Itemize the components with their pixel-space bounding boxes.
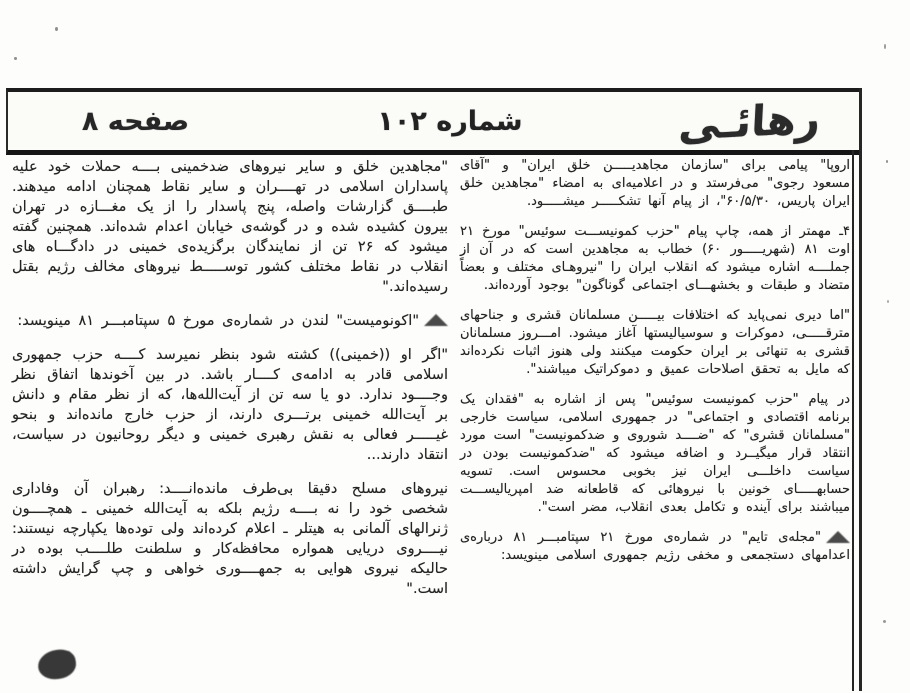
- scan-speck: [884, 44, 886, 49]
- scan-speck: [886, 160, 888, 163]
- publication-title: رهائـی: [677, 92, 822, 150]
- column-left: [12, 157, 448, 613]
- issue-number: شماره ۱۰۲: [377, 105, 523, 137]
- page-number: صفحه ۸: [81, 105, 190, 137]
- end-of-article-icon: [36, 647, 78, 681]
- paragraph-swiss-cp-item4: ۴ـ مهمتر از همه، چاپ پیام "حزب کمونیســـت سوئیس" مورخ ۲۱ اوت ۸۱ (شهریـــــور ۶۰) خطاب به مجاهدین است که در آن از جملــــه اشاره میشود که انقلاب ایران را "نیروهـای مختلف و بعضاً متضاد و طبقات و بخشهـــای اجتماعی گوناگون" بوجود آورده‌اند.: [460, 224, 850, 293]
- paragraph-europe-message: اروپا" پیامی برای "سازمان مجاهدیـــــن خلق ایران" و "آقای مسعود رجوی" می‌فرستد و در اعلامیه‌ای به امضاء "مجاهدین خلق ایران پاریس، ۶۰/۵/۳۰"، از پیام آنها تشکـــــر میشـــــود.: [460, 158, 850, 209]
- scan-speck: [883, 620, 886, 623]
- paragraph-economist-intro: [12, 311, 448, 331]
- paragraph-armed-forces: نیروهای مسلح دقیقا بی‌طرف مانده‌انــــد: رهبران آن وفاداری شخصی خود را نه بــــه رژیم بلکه به آیت‌الله خمینی ـ همچــــون ژنرالهای آلمانی به هیتلر ـ اعلام کرده‌اند ولی توده‌ها یکپارچه نیستند: نیــــروی دریایی همواره محافظه‌کار و سلطنت طلــــب بوده در حالیکه نیروی هوایی به جمهــــوری خواهی و چپ گرایش داشته است.": [12, 481, 448, 597]
- right-border-outer-rule: [859, 88, 862, 691]
- column-right: [460, 157, 850, 577]
- paragraph-swiss-cp-critique: در پیام "حزب کمونیست سوئیس" پس از اشاره به "فقدان یک برنامه اقتصادی و اجتماعی" در جمهوری اسلامی، سیاست خارجی "مسلمانان قشری" که "ضــــد شوروی و ضدکمونیست" است مورد انتقاد قرار میگیــرد و اضافه میشود که "ضدکمونیست بودن در سیاست داخلـــی ایران نیز بخوبی محسوس است. تسویه حسابهـــــای خونین با نیروهائی که قاطعانه ضد امپریالیســـت میباشند برای آینده و تکامل بعدی انقلاب، مضر است".: [460, 392, 850, 515]
- paragraph-text: "مجله‌ی تایم" در شماره‌ی مورخ ۲۱ سپتامبـــر ۸۱ درباره‌ی اعدامهای دستجمعی و مخفی رژیم جمهوری اسلامی مینویسد:: [460, 530, 850, 563]
- paragraph-time-magazine: [460, 529, 850, 565]
- paragraph-text: "اکونومیست" لندن در شماره‌ی مورخ ۵ سپتامبـــر ۸۱ مینویسد:: [17, 313, 419, 329]
- paragraph-swiss-cp-quote: "اما دیری نمی‌پاید که اختلافات بیـــــن مسلمانان قشری و جناحهای مترقـــــی، دموکرات و سوسیالیستها آغاز میشود. امـــروز مسلمانان قشری به تنهائی بر ایران حکومت میکنند ولی هنوز اثبات نکرده‌اند که مایل به تحقق اصلاحات عمیق و دموکراتیک میباشند".: [460, 308, 850, 377]
- scan-speck: [14, 57, 17, 60]
- section-marker-icon: [424, 314, 448, 326]
- paragraph-economist-quote: "اگر او ((خمینی)) کشته شود بنظر نمیرسد کــــه حزب جمهوری اسلامی قادر به ادامه‌ی کــــار باشد. در بین آخوندها اتفاق نظر وجــــود ندارد. دو یا سه تن از آیت‌الله‌ها، که از نظر مقام و دانش بر آیت‌الله خمینی برتـــری دارند، از حزب خارج مانده‌اند و بنحو غیـــــر فعالی به نقش رهبری خمینی و دیگر روحانیون در سیاست، انتقاد دارند...: [12, 347, 448, 463]
- section-marker-icon: [826, 531, 850, 543]
- page-header: [6, 88, 862, 155]
- scan-speck: [887, 300, 889, 303]
- scan-speck: [55, 27, 58, 31]
- right-border-inner-rule: [852, 150, 854, 691]
- paragraph-mojahedin-attacks: "مجاهدین خلق و سایر نیروهای ضدخمینی بــــه حملات خود علیه پاسداران اسلامی در تهــــران و سایر نقاط همچنان ادامه میدهند. طبــــق گزارشات واصله، پنج پاسدار را از یک مغـــازه در تهران بیرون کشیده شده و در گوشه‌ی خیابان اعدام شده‌اند. همچنین گفته میشود که ۲۶ تن از نمایندگان برگزیده‌ی خمینی در دادگـــاه های انقلاب در نقاط مختلف کشور توســـــط نیروهای مخالف رژیم بقتل رسیده‌اند.": [12, 159, 449, 295]
